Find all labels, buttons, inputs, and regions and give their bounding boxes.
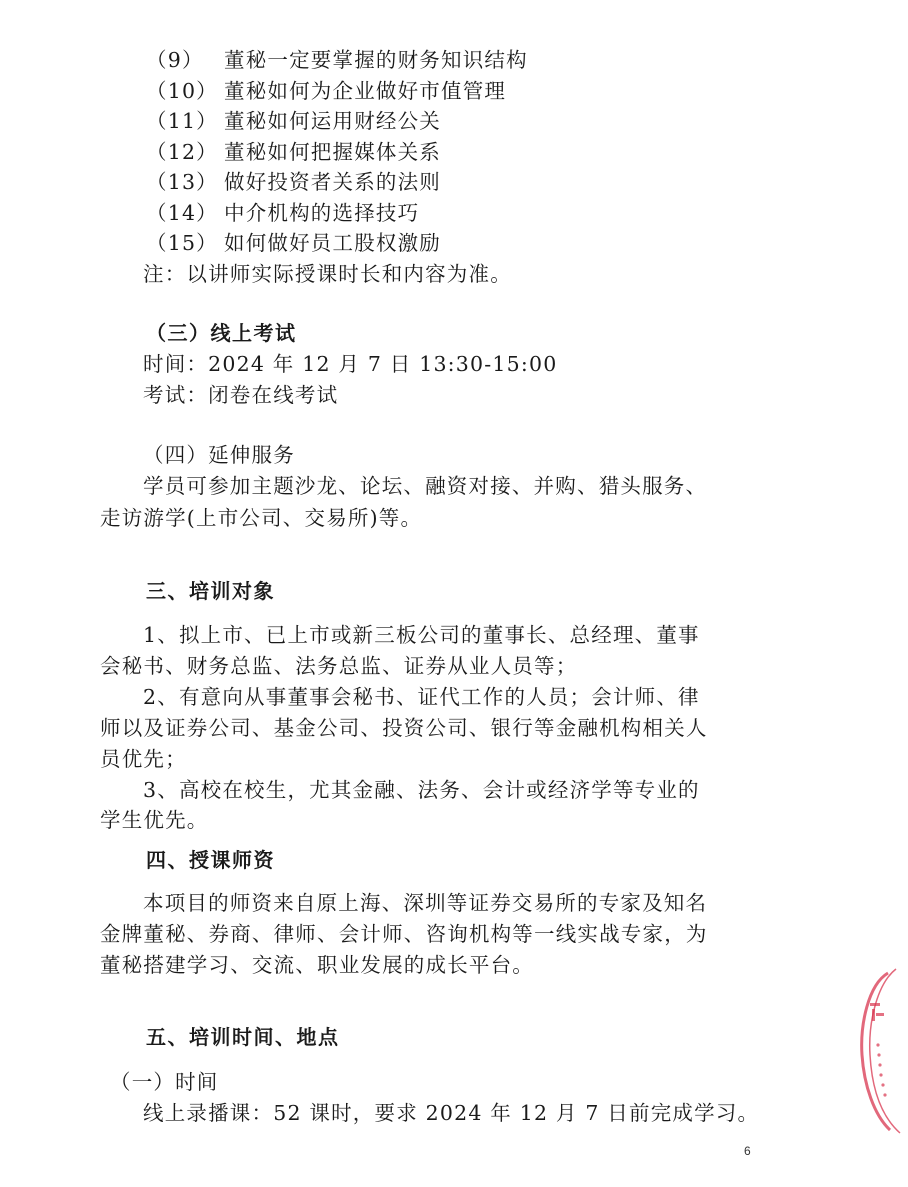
- list-item: （9） 董秘一定要掌握的财务知识结构: [146, 48, 528, 72]
- list-item: （14） 中介机构的选择技巧: [146, 201, 420, 225]
- schedule-heading: 五、培训时间、地点: [146, 1025, 340, 1049]
- list-item: （15） 如何做好员工股权激励: [146, 231, 441, 255]
- exam-heading: （三）线上考试: [146, 321, 297, 345]
- faculty-line3: 董秘搭建学习、交流、职业发展的成长平台。: [100, 953, 534, 977]
- list-item: （12） 董秘如何把握媒体关系: [146, 140, 441, 164]
- faculty-line2: 金牌董秘、券商、律师、会计师、咨询机构等一线实战专家，为: [100, 922, 708, 946]
- target-p3-line2: 学生优先。: [100, 808, 209, 832]
- extend-text-2: 走访游学(上市公司、交易所)等。: [100, 506, 423, 530]
- seal-stamp-icon: [848, 965, 908, 1135]
- target-p1-line2: 会秘书、财务总监、法务总监、证券从业人员等；: [100, 654, 578, 678]
- extend-heading: （四）延伸服务: [143, 443, 295, 467]
- list-item: （10） 董秘如何为企业做好市值管理: [146, 79, 507, 103]
- target-heading: 三、培训对象: [146, 579, 275, 603]
- schedule-subheading: （一）时间: [110, 1070, 219, 1094]
- note-text: 注：以讲师实际授课时长和内容为准。: [143, 262, 512, 286]
- target-p2-line2: 师以及证券公司、基金公司、投资公司、银行等金融机构相关人: [100, 716, 708, 740]
- faculty-heading: 四、授课师资: [146, 848, 275, 872]
- target-p2-line1: 2、有意向从事董事会秘书、证代工作的人员；会计师、律: [143, 685, 700, 709]
- list-item: （11） 董秘如何运用财经公关: [146, 109, 441, 133]
- schedule-line1: 线上录播课：52 课时，要求 2024 年 12 月 7 日前完成学习。: [143, 1101, 760, 1125]
- target-p3-line1: 3、高校在校生，尤其金融、法务、会计或经济学等专业的: [143, 778, 700, 802]
- exam-time: 时间：2024 年 12 月 7 日 13:30-15:00: [143, 352, 558, 376]
- list-item: （13） 做好投资者关系的法则: [146, 170, 441, 194]
- target-p2-line3: 员优先；: [100, 747, 187, 771]
- page-number: 6: [744, 1144, 751, 1158]
- exam-type: 考试：闭卷在线考试: [143, 383, 339, 407]
- faculty-line1: 本项目的师资来自原上海、深圳等证券交易所的专家及知名: [143, 891, 708, 915]
- extend-text-1: 学员可参加主题沙龙、论坛、融资对接、并购、猎头服务、: [143, 474, 708, 498]
- target-p1-line1: 1、拟上市、已上市或新三板公司的董事长、总经理、董事: [143, 623, 700, 647]
